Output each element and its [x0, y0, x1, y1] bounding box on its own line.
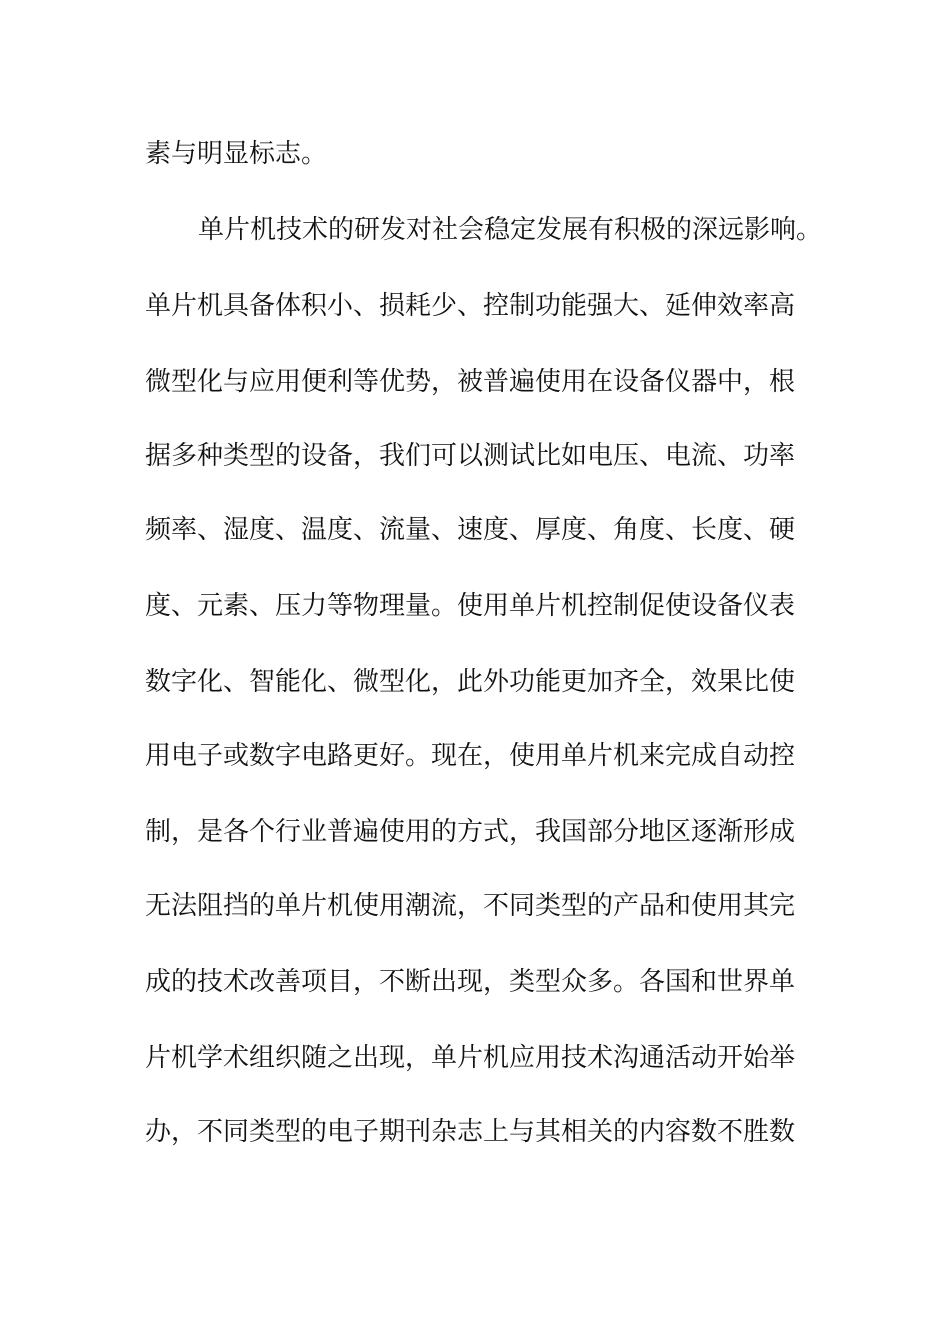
- text-line: 片机学术组织随之出现，单片机应用技术沟通活动开始举: [145, 1043, 796, 1073]
- text-line: 微型化与应用便利等优势，被普遍使用在设备仪器中，根: [145, 367, 796, 397]
- paragraph-first-line: 单片机技术的研发对社会稳定发展有积极的深远影响。: [198, 215, 823, 245]
- text-line: 成的技术改善项目，不断出现，类型众多。各国和世界单: [145, 967, 796, 997]
- text-line: 据多种类型的设备，我们可以测试比如电压、电流、功率: [145, 441, 796, 471]
- text-line: 制，是各个行业普遍使用的方式，我国部分地区逐渐形成: [145, 817, 796, 847]
- text-line: 素与明显标志。: [145, 139, 328, 169]
- text-line: 频率、湿度、温度、流量、速度、厚度、角度、长度、硬: [145, 515, 796, 545]
- text-line: 无法阻挡的单片机使用潮流，不同类型的产品和使用其完: [145, 891, 796, 921]
- text-line: 单片机具备体积小、损耗少、控制功能强大、延伸效率高: [145, 291, 796, 321]
- text-line: 数字化、智能化、微型化，此外功能更加齐全，效果比使: [145, 667, 796, 697]
- text-line: 用电子或数字电路更好。现在，使用单片机来完成自动控: [145, 741, 796, 771]
- text-line: 度、元素、压力等物理量。使用单片机控制促使设备仪表: [145, 591, 796, 621]
- text-line: 办，不同类型的电子期刊杂志上与其相关的内容数不胜数: [145, 1117, 796, 1147]
